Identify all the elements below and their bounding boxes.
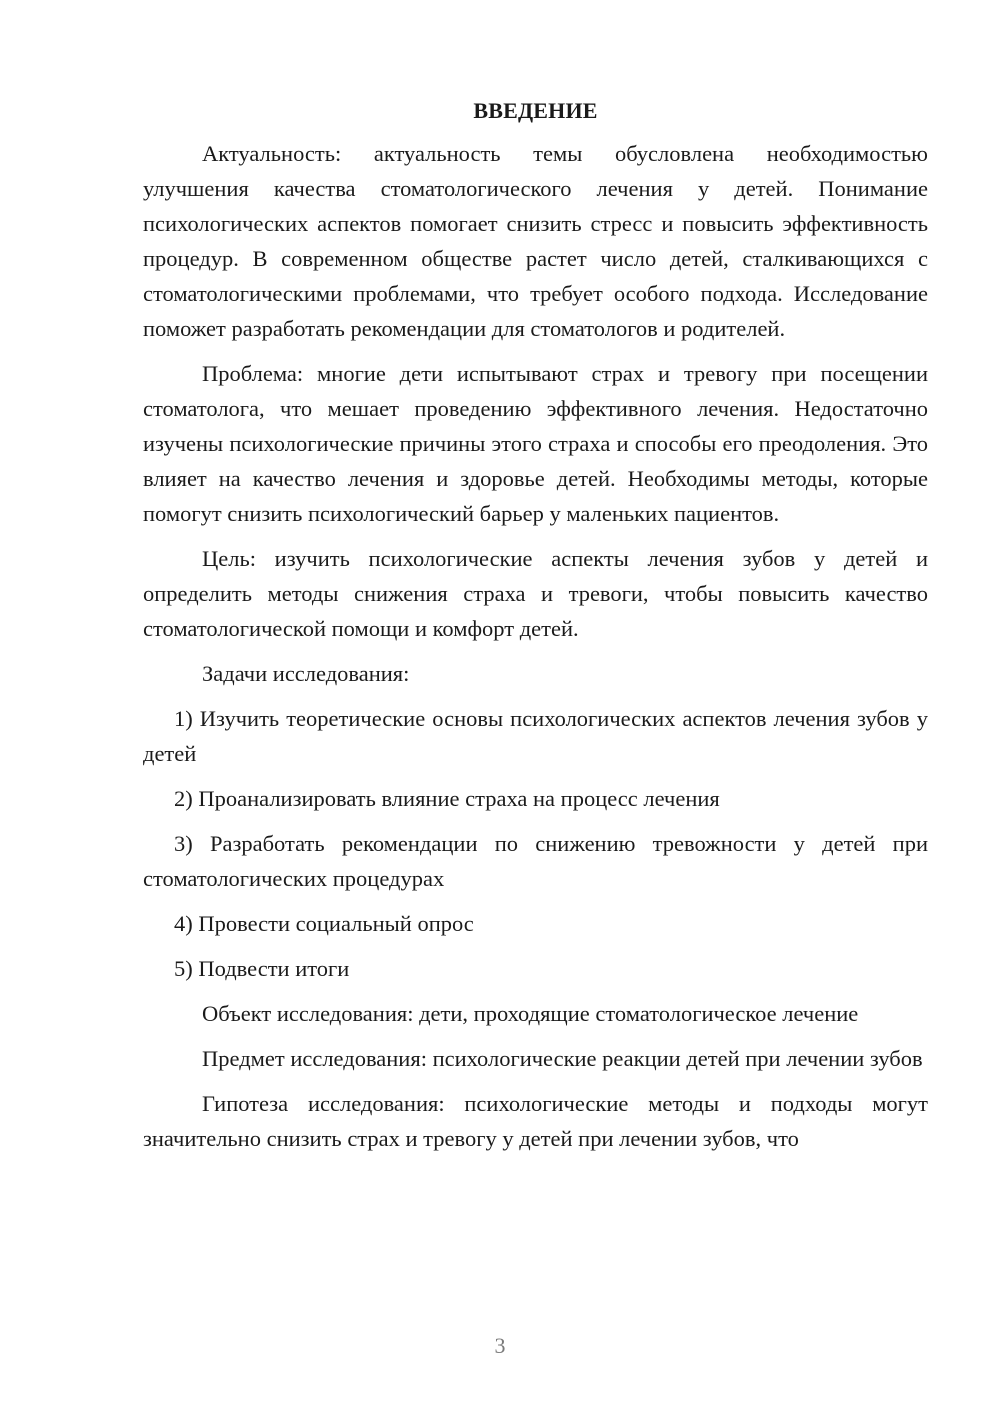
tasks-heading: Задачи исследования: [202,661,410,686]
task-item-4: 4) Провести социальный опрос [174,911,474,936]
problem-paragraph: Проблема: многие дети испытывают страх и тревогу при посещении стоматолога, что мешает проведению эффективного лечения. Недостаточно изучены психологические причины этого страха и способы его преодоления. Это влияет на качество лечения и здоровье детей. Необходимы методы, которые помогут снизить психологический барьер у маленьких пациентов. [143,361,928,526]
task-item-1: 1) Изучить теоретические основы психологических аспектов лечения зубов у детей [143,706,928,766]
task-item-3: 3) Разработать рекомендации по снижению тревожности у детей при стоматологических процедурах [143,831,928,891]
page-content [143,94,928,1166]
goal-paragraph: Цель: изучить психологические аспекты лечения зубов у детей и определить методы снижения страха и тревоги, чтобы повысить качество стоматологической помощи и комфорт детей. [143,546,928,641]
hypothesis-paragraph: Гипотеза исследования: психологические методы и подходы могут значительно снизить страх и тревогу у детей при лечении зубов, что [143,1091,928,1151]
section-title: ВВЕДЕНИЕ [473,98,598,123]
task-item-5: 5) Подвести итоги [174,956,350,981]
relevance-paragraph: Актуальность: актуальность темы обусловлена необходимостью улучшения качества стоматологического лечения у детей. Понимание психологических аспектов помогает снизить стресс и повысить эффективность процедур. В современном обществе растет число детей, сталкивающихся с стоматологическими проблемами, что требует особого подхода. Исследование поможет разработать рекомендации для стоматологов и родителей. [143,141,928,341]
object-paragraph: Объект исследования: дети, проходящие стоматологическое лечение [202,1001,859,1026]
task-item-2: 2) Проанализировать влияние страха на процесс лечения [174,786,720,811]
page-number: 3 [494,1333,506,1358]
subject-paragraph: Предмет исследования: психологические реакции детей при лечении зубов [202,1046,923,1071]
